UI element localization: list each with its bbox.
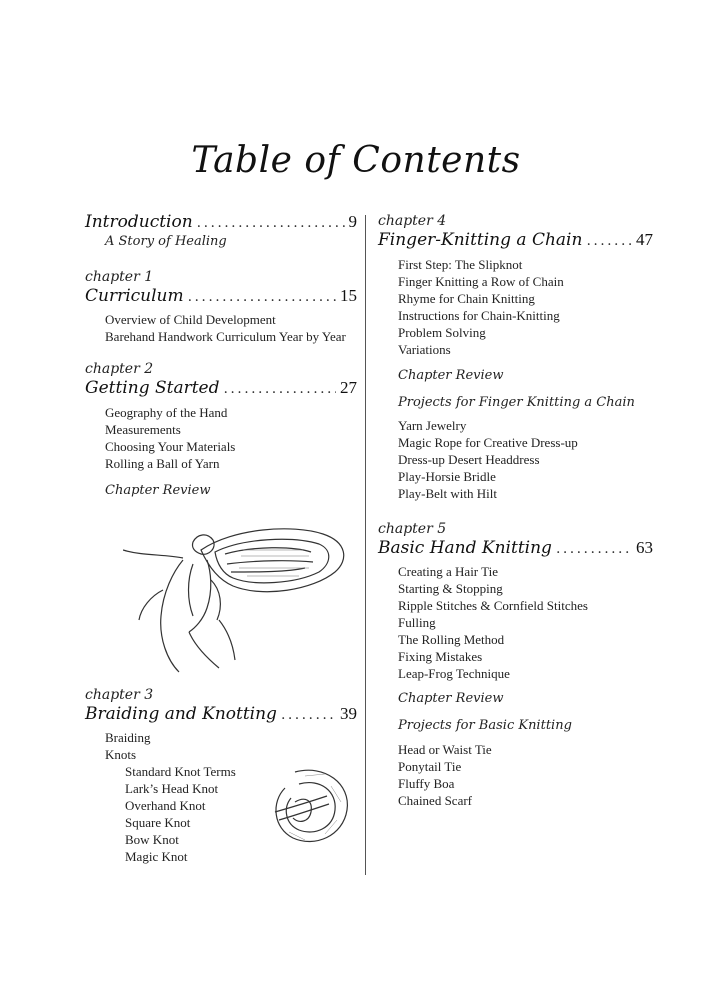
list-item: Fluffy Boa xyxy=(398,776,455,791)
list-item: Geography of the Hand xyxy=(105,405,228,420)
page-number: 27 xyxy=(340,378,357,397)
chapter-label: chapter 5 xyxy=(378,521,447,537)
toc-entry-getting-started[interactable] xyxy=(85,378,357,398)
list-item: Choosing Your Materials xyxy=(105,439,236,454)
entry-title: Curriculum xyxy=(85,286,184,306)
list-item: Chained Scarf xyxy=(398,793,473,808)
toc-entry-finger-knitting-a-chain[interactable] xyxy=(378,230,653,250)
list-subitem: Bow Knot xyxy=(125,832,179,847)
toc-entry-braiding-and-knotting[interactable] xyxy=(85,704,357,724)
list-item: Ponytail Tie xyxy=(398,759,462,774)
chapter-review: Chapter Review xyxy=(398,691,504,706)
list-item: Knots xyxy=(105,747,137,762)
entry-subtitle: A Story of Healing xyxy=(105,234,227,249)
projects-title: Projects for Finger Knitting a Chain xyxy=(398,395,635,410)
list-item: Variations xyxy=(398,342,451,357)
list-item: Fixing Mistakes xyxy=(398,649,483,664)
list-item: The Rolling Method xyxy=(398,632,505,647)
page-number: 9 xyxy=(348,212,357,231)
list-item: Instructions for Chain-Knitting xyxy=(398,308,560,323)
page-number: 63 xyxy=(636,538,653,557)
list-item: Overview of Child Development xyxy=(105,312,276,327)
page-title: Table of Contents xyxy=(191,140,521,181)
hands-yarn-illustration xyxy=(123,520,363,680)
list-item: Yarn Jewelry xyxy=(398,418,467,433)
page-number: 47 xyxy=(636,230,653,249)
list-item: Play-Belt with Hilt xyxy=(398,486,497,501)
entry-title: Basic Hand Knitting xyxy=(378,538,552,558)
dot-leader xyxy=(556,541,632,557)
dot-leader xyxy=(188,289,336,305)
entry-title: Finger-Knitting a Chain xyxy=(378,230,583,250)
list-item: Dress-up Desert Headdress xyxy=(398,452,540,467)
toc-entry-curriculum[interactable] xyxy=(85,286,357,306)
knot-illustration xyxy=(265,762,355,852)
dot-leader xyxy=(281,707,336,723)
projects-title: Projects for Basic Knitting xyxy=(398,718,572,733)
list-item: Rhyme for Chain Knitting xyxy=(398,291,535,306)
list-item: Magic Rope for Creative Dress-up xyxy=(398,435,578,450)
chapter-label: chapter 3 xyxy=(85,687,154,703)
list-item: Barehand Handwork Curriculum Year by Year xyxy=(105,329,346,344)
list-item: Problem Solving xyxy=(398,325,486,340)
chapter-review: Chapter Review xyxy=(105,483,211,498)
list-item: Braiding xyxy=(105,730,151,745)
list-item: Ripple Stitches & Cornfield Stitches xyxy=(398,598,588,613)
dot-leader xyxy=(224,381,337,397)
entry-title: Braiding and Knotting xyxy=(85,704,277,724)
list-item: Measurements xyxy=(105,422,181,437)
list-item: Creating a Hair Tie xyxy=(398,564,499,579)
entry-title: Getting Started xyxy=(85,378,220,398)
page-number: 15 xyxy=(340,286,357,305)
column-divider xyxy=(365,215,366,875)
dot-leader xyxy=(197,215,345,231)
toc-entry-introduction[interactable] xyxy=(85,212,357,232)
entry-title: Introduction xyxy=(85,212,193,232)
list-subitem: Standard Knot Terms xyxy=(125,764,236,779)
list-item: Starting & Stopping xyxy=(398,581,503,596)
list-item: Leap-Frog Technique xyxy=(398,666,510,681)
list-item: Finger Knitting a Row of Chain xyxy=(398,274,564,289)
list-item: Head or Waist Tie xyxy=(398,742,492,757)
dot-leader xyxy=(586,233,632,249)
list-subitem: Overhand Knot xyxy=(125,798,206,813)
chapter-label: chapter 1 xyxy=(85,269,154,285)
list-item: First Step: The Slipknot xyxy=(398,257,523,272)
toc-entry-basic-hand-knitting[interactable] xyxy=(378,538,653,558)
page-number: 39 xyxy=(340,704,357,723)
chapter-label: chapter 4 xyxy=(378,213,447,229)
list-item: Fulling xyxy=(398,615,436,630)
list-subitem: Square Knot xyxy=(125,815,191,830)
list-item: Rolling a Ball of Yarn xyxy=(105,456,220,471)
chapter-review: Chapter Review xyxy=(398,368,504,383)
chapter-label: chapter 2 xyxy=(85,361,154,377)
list-item: Play-Horsie Bridle xyxy=(398,469,496,484)
list-subitem: Lark’s Head Knot xyxy=(125,781,219,796)
list-subitem: Magic Knot xyxy=(125,849,188,864)
